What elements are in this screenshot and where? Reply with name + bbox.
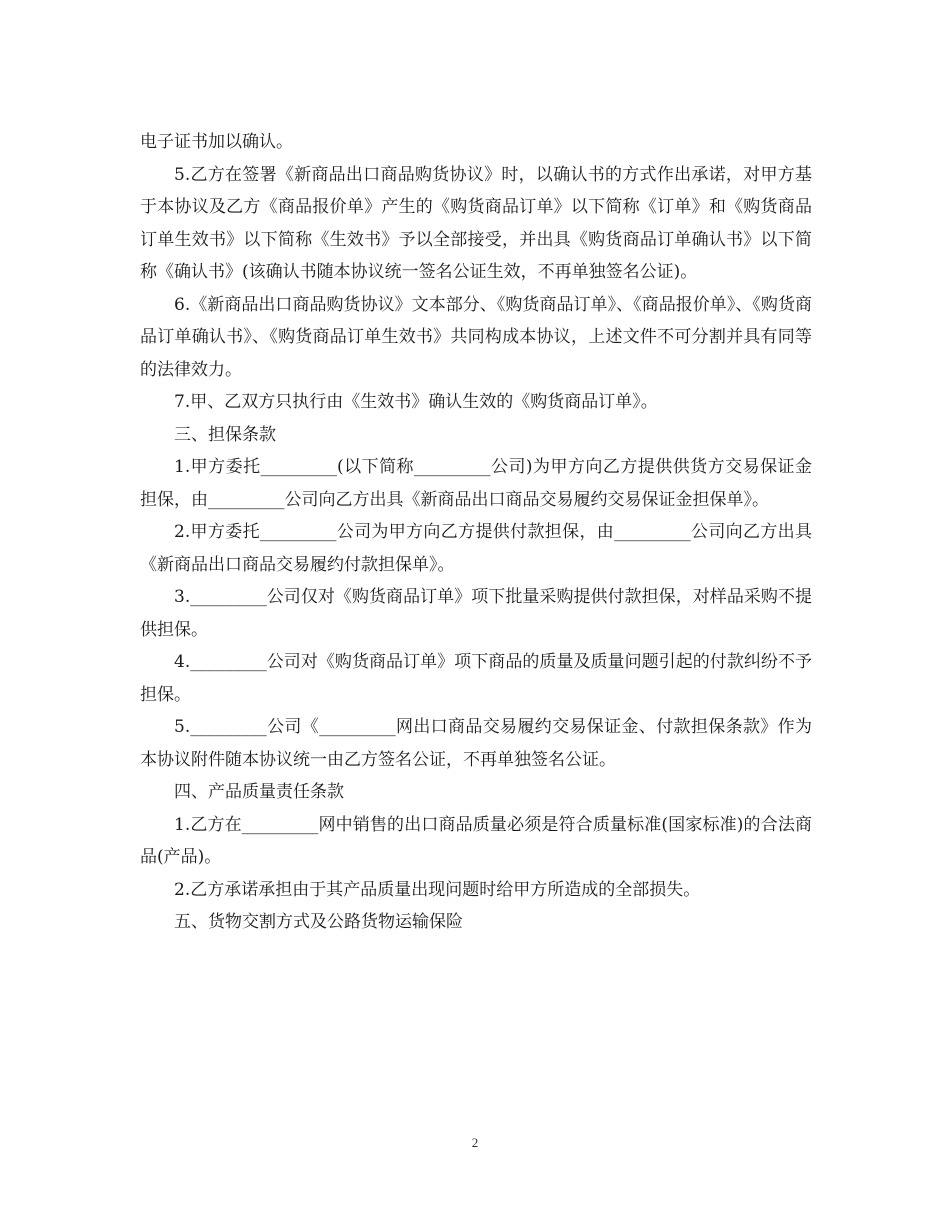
paragraph: 1.甲方委托_________(以下简称_________公司)为甲方向乙方提供供货方交易保证金担保，由_________公司向乙方出具《新商品出口商品交易履约交易保证金担保单》。 [140,457,812,510]
document-body [140,126,812,939]
paragraph: 7.甲、乙双方只执行由《生效书》确认生效的《购货商品订单》。 [174,392,658,412]
paragraph: 2.乙方承诺承担由于其产品质量出现问题时给甲方所造成的全部损失。 [174,879,701,900]
paragraph: 电子证书加以确认。 [140,132,293,152]
paragraph: 4._________公司对《购货商品订单》项下商品的质量及质量问题引起的付款纠纷不予担保。 [140,652,812,705]
section-heading: 三、担保条款 [174,424,276,445]
paragraph: 5._________公司《_________网出口商品交易履约交易保证金、付款担保条款》作为本协议附件随本协议统一由乙方签名公证，不再单独签名公证。 [140,717,812,770]
paragraph: 6.《新商品出口商品购货协议》文本部分、《购货商品订单》、《商品报价单》、《购货商品订单确认书》、《购货商品订单生效书》共同构成本协议，上述文件不可分割并具有同等的法律效力。 [140,294,812,380]
paragraph: 2.甲方委托_________公司为甲方向乙方提供付款担保，由_________公司向乙方出具《新商品出口商品交易履约付款担保单》。 [140,522,812,575]
paragraph: 3._________公司仅对《购货商品订单》项下批量采购提供付款担保，对样品采购不提供担保。 [140,587,812,640]
section-heading: 五、货物交割方式及公路货物运输保险 [174,912,463,932]
section-heading: 四、产品质量责任条款 [174,782,344,802]
paragraph: 1.乙方在_________网中销售的出口商品质量必须是符合质量标准(国家标准)的合法商品(产品)。 [140,814,812,867]
paragraph: 5.乙方在签署《新商品出口商品购货协议》时，以确认书的方式作出承诺，对甲方基于本协议及乙方《商品报价单》产生的《购货商品订单》以下简称《订单》和《购货商品订单生效书》以下简称《生效书》予以全部接受，并出具《购货商品订单确认书》以下简称《确认书》(该确认书随本协议统一签名公证生效，不再单独签名公证)。 [140,164,812,282]
page-number: 2 [471,1135,479,1150]
